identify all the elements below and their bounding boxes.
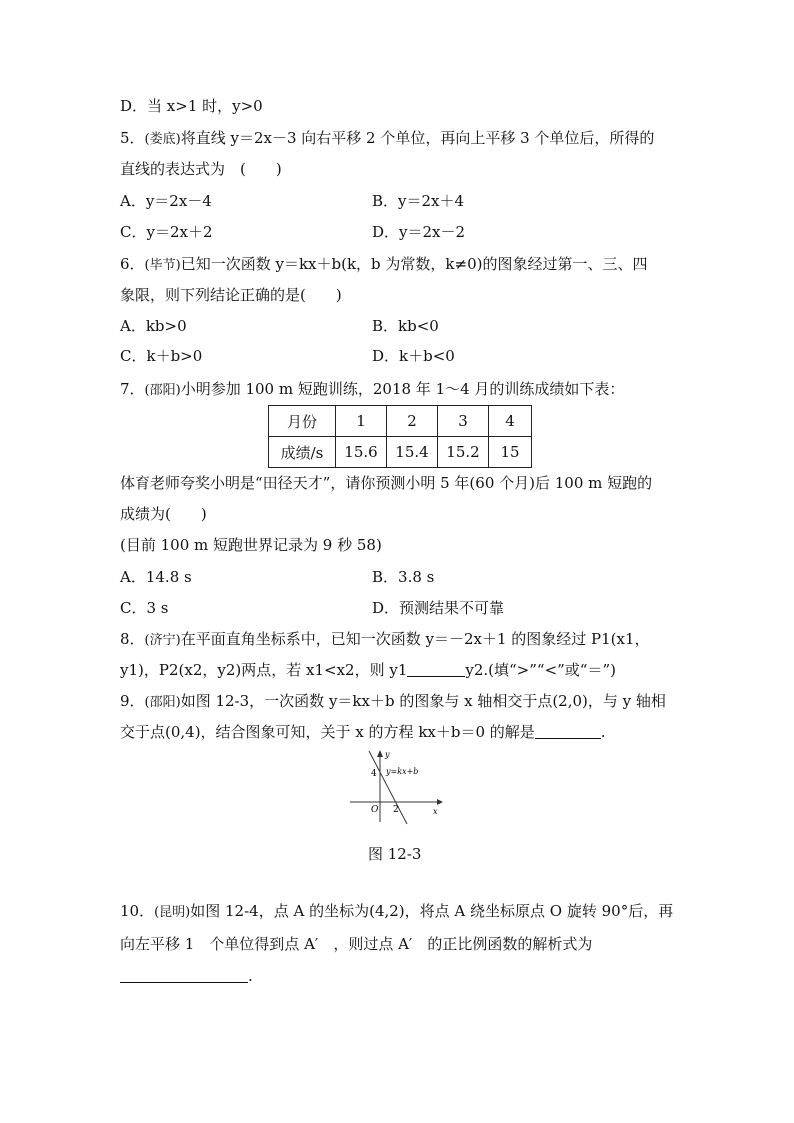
q7-option-d: D．预测结果不可靠 — [372, 599, 505, 617]
q6-source: (毕节) — [144, 258, 181, 273]
q7-source: (邵阳) — [144, 383, 181, 398]
q7-text-line1: 体育老师夸奖小明是“田径天才”，请你预测小明 5 年(60 个月)后 100 m 短跑的 — [120, 474, 653, 492]
q8-source: (济宁) — [144, 633, 181, 648]
table-cell: 15.4 — [387, 437, 438, 468]
q7-option-b: B．3.8 s — [372, 568, 435, 586]
table-cell: 15.2 — [438, 437, 489, 468]
q9-stem-line1: 9．(邵阳)如图 12-3，一次函数 y＝kx＋b 的图象与 x 轴相交于点(2,0)，与 y 轴相 — [120, 692, 666, 710]
q5-option-d: D．y＝2x－2 — [372, 223, 466, 241]
q9-answer-blank[interactable] — [535, 724, 601, 739]
q5-source: (娄底) — [144, 132, 181, 147]
x-tick-label: 2 — [393, 805, 399, 815]
table-cell: 3 — [438, 406, 489, 437]
q5-option-c: C．y＝2x＋2 — [120, 223, 213, 241]
table-cell: 15.6 — [336, 437, 387, 468]
y-axis-label: y — [385, 750, 390, 759]
figure-12-3-graph — [345, 748, 445, 826]
q6-option-c: C．k＋b>0 — [120, 347, 203, 365]
q9-source: (邵阳) — [144, 695, 181, 710]
table-header-cell: 月份 — [269, 406, 336, 437]
option-d-prev: D．当 x>1 时，y>0 — [120, 97, 263, 115]
q10-answer-line: . — [120, 965, 253, 987]
q7-note: (目前 100 m 短跑世界记录为 9 秒 58) — [120, 536, 382, 554]
q5-option-a: A．y＝2x－4 — [120, 192, 212, 210]
q6-stem-line1: 6．(毕节)已知一次函数 y＝kx＋b(k，b 为常数，k≠0)的图象经过第一、三、四 — [120, 255, 648, 273]
table-header-cell: 成绩/s — [269, 437, 336, 468]
table-cell: 1 — [336, 406, 387, 437]
score-table — [268, 405, 532, 468]
q10-answer-blank[interactable] — [120, 968, 248, 983]
q6-stem-line2: 象限，则下列结论正确的是( ) — [120, 286, 342, 304]
figure-caption: 图 12-3 — [368, 845, 422, 863]
table-row — [269, 406, 532, 437]
q5-option-b: B．y＝2x＋4 — [372, 192, 465, 210]
origin-label: O — [371, 805, 379, 815]
q8-stem-line2: y1)，P2(x2，y2)两点，若 x1<x2，则 y1 y2.(填“>”“<”或“＝”) — [120, 661, 616, 679]
q10-stem-line1: 10．(昆明)如图 12-4，点 A 的坐标为(4,2)，将点 A 绕坐标原点 O 旋转 90°后，再 — [120, 902, 674, 920]
q5-stem-line2: 直线的表达式为 ( ) — [120, 160, 282, 178]
q7-text-line2: 成绩为( ) — [120, 505, 207, 523]
q5-stem-line1: 5．(娄底)将直线 y＝2x－3 向右平移 2 个单位，再向上平移 3 个单位后，所得的 — [120, 129, 655, 147]
x-axis-arrow-icon — [437, 799, 443, 805]
line-label: y=kx+b — [386, 767, 419, 776]
q7-option-c: C．3 s — [120, 599, 169, 617]
q6-option-d: D．k＋b<0 — [372, 347, 455, 365]
x-axis-label: x — [433, 807, 438, 816]
q7-option-a: A．14.8 s — [120, 568, 192, 586]
q9-stem-line2: 交于点(0,4)，结合图象可知，关于 x 的方程 kx＋b＝0 的解是 . — [120, 723, 606, 741]
table-cell: 2 — [387, 406, 438, 437]
table-cell: 15 — [489, 437, 532, 468]
table-row — [269, 437, 532, 468]
y-tick-label: 4 — [371, 769, 377, 779]
q6-option-b: B．kb<0 — [372, 317, 439, 335]
y-axis-arrow-icon — [377, 750, 383, 757]
table-cell: 4 — [489, 406, 532, 437]
q10-stem-line2: 向左平移 1 个单位得到点 A′ ，则过点 A′ 的正比例函数的解析式为 — [120, 935, 593, 953]
q10-source: (昆明) — [154, 905, 191, 920]
q8-answer-blank[interactable] — [407, 662, 465, 677]
q8-stem-line1: 8．(济宁)在平面直角坐标系中，已知一次函数 y＝－2x＋1 的图象经过 P1(x1， — [120, 630, 650, 648]
q7-stem-line1: 7．(邵阳)小明参加 100 m 短跑训练，2018 年 1～4 月的训练成绩如下表： — [120, 380, 625, 398]
q6-option-a: A．kb>0 — [120, 317, 187, 335]
